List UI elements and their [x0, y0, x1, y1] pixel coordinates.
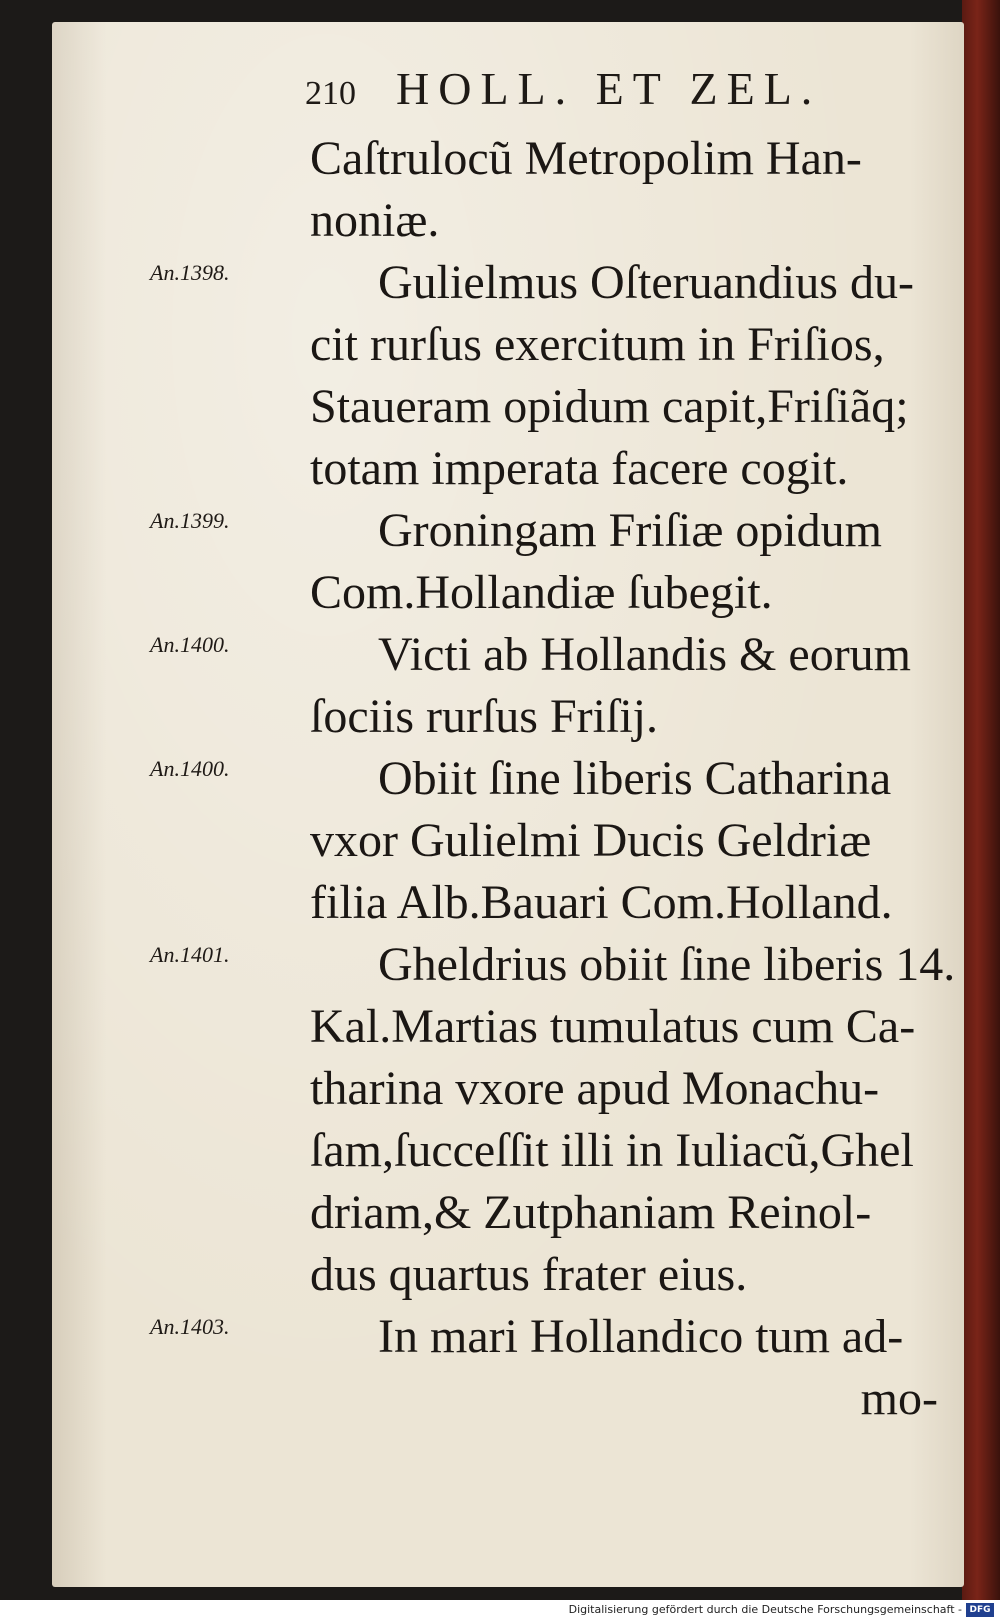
text-line: Gheldrius obiit ſine liberis 14. — [378, 938, 956, 991]
text-line: noniæ. — [310, 194, 440, 247]
text-line: ſociis rurſus Friſij. — [310, 690, 658, 743]
text-line: tharina vxore apud Monachu- — [310, 1062, 880, 1115]
text-line: Groningam Friſiæ opidum — [378, 504, 882, 557]
text-line: Obiit ſine liberis Catharina — [378, 752, 892, 805]
text-line: Victi ab Hollandis & eorum — [378, 628, 912, 681]
book-edge — [962, 0, 1000, 1600]
text-line: filia Alb.Bauari Com.Holland. — [310, 876, 893, 929]
catchword: mo- — [860, 1372, 938, 1425]
text-line: In mari Hollandico tum ad- — [378, 1310, 904, 1363]
text-line: ſam,ſucceſſit illi in Iuliacũ,Ghel — [310, 1124, 914, 1177]
running-title: HOLL. ET ZEL. — [396, 63, 822, 114]
digitization-footer — [0, 1600, 1000, 1621]
text-line: driam,& Zutphaniam Reinol- — [310, 1186, 872, 1239]
text-line: Gulielmus Oſteruandius du- — [378, 256, 914, 309]
margin-note-year: An.1403. — [150, 1314, 230, 1339]
funding-credit: Digitalisierung gefördert durch die Deutsche Forschungsgemeinschaft - — [568, 1603, 962, 1616]
text-line: Staueram opidum capit,Friſiãq; — [310, 380, 909, 433]
margin-note-year: An.1401. — [150, 942, 230, 967]
margin-note-year: An.1400. — [150, 756, 230, 781]
page-number: 210 — [305, 75, 356, 112]
text-line: cit rurſus exercitum in Friſios, — [310, 318, 885, 371]
margin-note-year: An.1400. — [150, 632, 230, 657]
margin-note-year: An.1399. — [150, 508, 230, 533]
text-line: vxor Gulielmi Ducis Geldriæ — [310, 814, 872, 867]
text-line: totam imperata facere cogit. — [310, 442, 849, 495]
text-line: Kal.Martias tumulatus cum Ca- — [310, 1000, 916, 1053]
text-line: Caſtrulocũ Metropolim Han- — [310, 132, 862, 185]
margin-note-year: An.1398. — [150, 260, 230, 285]
body-text — [310, 128, 962, 1430]
text-line: dus quartus frater eius. — [310, 1248, 748, 1301]
dfg-logo: DFG — [966, 1603, 994, 1617]
page-header — [305, 62, 821, 112]
text-line: Com.Hollandiæ ſubegit. — [310, 566, 773, 619]
